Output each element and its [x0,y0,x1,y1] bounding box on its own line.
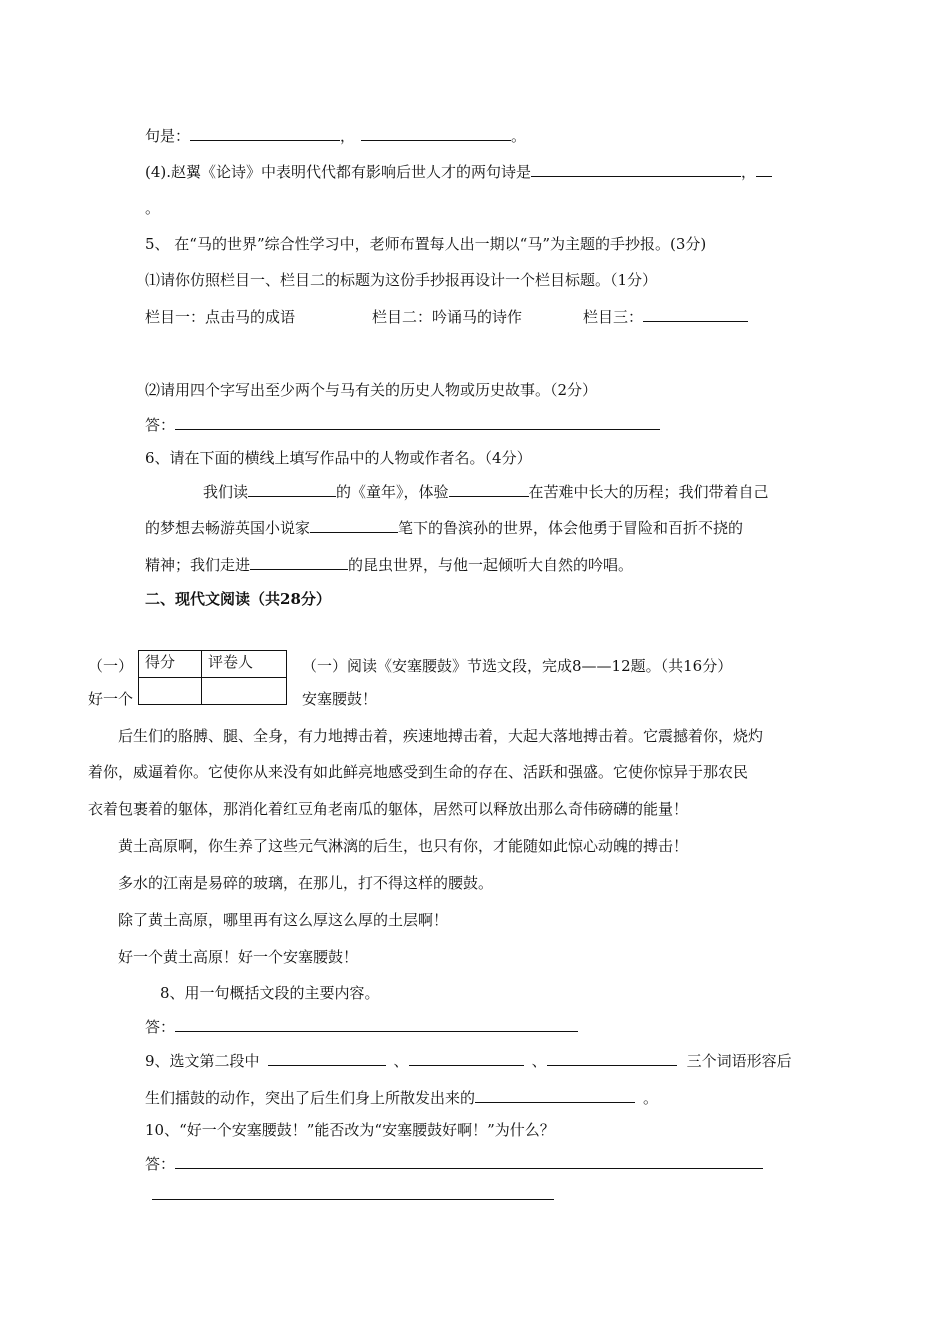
text: 。 [643,1089,659,1107]
answer-blank[interactable] [547,1051,677,1066]
passage-paragraph-4: 除了黄土高原，哪里再有这么厚这么厚的土层啊！ [118,911,449,929]
score-table [138,650,287,705]
answer-line-continued [152,1185,554,1205]
reading-instructions: （一）阅读《安塞腰鼓》节选文段，完成8——12题。（共16分） [302,657,733,675]
answer-blank[interactable] [152,1185,554,1200]
answer-line [145,1017,578,1037]
grader-cell[interactable] [202,678,287,705]
passage-paragraph-1: 后生们的胳膊、腿、全身，有力地搏击着，疾速地搏击着，大起大落地搏击着。它震撼着你，烧灼 [118,727,764,745]
answer-blank[interactable] [531,162,741,177]
question-6-line-2 [145,518,743,538]
answer-line [145,415,660,435]
answer-blank[interactable] [175,1154,763,1169]
text: 三个词语形容后 [686,1052,792,1070]
text: 、 [531,1052,547,1070]
answer-blank[interactable] [361,126,511,141]
question-5-1: ⑴请你仿照栏目一、栏目二的标题为这份手抄报再设计一个栏目标题。（1分） [145,271,658,289]
question-6: 6、请在下面的横线上填写作品中的人物或作者名。（4分） [145,449,532,467]
passage-paragraph-3: 多水的江南是易碎的玻璃，在那儿，打不得这样的腰鼓。 [118,874,494,892]
column-3-title [583,307,748,327]
text: 生们擂鼓的动作，突出了后生们身上所散发出来的 [145,1089,476,1107]
score-cell[interactable] [139,678,202,705]
answer-blank[interactable] [175,1017,578,1032]
answer-label: 答： [145,1155,176,1173]
text: 安塞腰鼓！ [302,690,378,708]
text: 。 [145,199,161,217]
part-label: （一） [88,657,134,675]
score-header: 得分 [139,651,202,678]
answer-blank[interactable] [409,1051,524,1066]
answer-blank[interactable] [449,482,529,497]
question-5-2: ⑵请用四个字写出至少两个与马有关的历史人物或历史故事。（2分） [145,381,598,399]
text: 精神；我们走进 [145,556,251,574]
column-2-title: 栏目二：吟诵马的诗作 [372,308,523,326]
answer-blank[interactable] [310,518,398,533]
question-9-line-2 [145,1088,658,1108]
answer-line [145,1154,763,1174]
question-10: 10、“好一个安塞腰鼓！”能否改为“安塞腰鼓好啊！”为什么？ [145,1121,555,1139]
text: ， [340,127,356,145]
question-4 [145,162,772,182]
line-poem-blank [145,126,526,146]
question-6-line-3 [145,555,633,575]
text: 在苦难中长大的历程；我们带着自己 [528,483,769,501]
answer-blank[interactable] [268,1051,386,1066]
answer-blank[interactable] [175,415,660,430]
question-8: 8、用一句概括文段的主要内容。 [160,984,380,1002]
text: ， [741,163,757,181]
passage-paragraph-5: 好一个黄土高原！好一个安塞腰鼓！ [118,948,359,966]
text: 好一个 [88,690,134,708]
question-5: 5、 在“马的世界”综合性学习中，老师布置每人出一期以“马”为主题的手抄报。(3分) [145,235,707,253]
answer-blank[interactable] [248,482,336,497]
text: 的昆虫世界，与他一起倾听大自然的吟唱。 [348,556,634,574]
answer-label: 答： [145,416,176,434]
text: 、 [393,1052,409,1070]
answer-blank[interactable] [250,555,348,570]
answer-blank[interactable] [643,307,748,322]
passage-paragraph-1: 衣着包裹着的躯体，那消化着红豆角老南瓜的躯体，居然可以释放出那么奇伟磅礴的能量！ [88,800,689,818]
question-9 [145,1051,792,1071]
text: 9、选文第二段中 [145,1052,260,1070]
answer-blank[interactable] [756,162,772,177]
section-2-title: 二、现代文阅读（共28分） [145,590,331,608]
question-6-line-1 [203,482,769,502]
answer-blank[interactable] [190,126,340,141]
text: 。 [511,127,527,145]
text: 的梦想去畅游英国小说家 [145,519,311,537]
passage-paragraph-2: 黄土高原啊，你生养了这些元气淋漓的后生，也只有你，才能随如此惊心动魄的搏击！ [118,837,689,855]
text: 句是： [145,127,191,145]
text: 笔下的鲁滨孙的世界，体会他勇于冒险和百折不挠的 [398,519,744,537]
text: (4).赵翼《论诗》中表明代代都有影响后世人才的两句诗是 [145,163,532,181]
passage-paragraph-1: 着你，威逼着你。它使你从来没有如此鲜亮地感受到生命的存在、活跃和强盛。它使你惊异于那农民 [88,763,749,781]
text: 我们读 [203,483,249,501]
answer-blank[interactable] [475,1088,635,1103]
grader-header: 评卷人 [202,651,287,678]
answer-label: 答： [145,1018,176,1036]
text: 栏目三： [583,308,644,326]
column-1-title: 栏目一：点击马的成语 [145,308,296,326]
text: 的《童年》，体验 [336,483,449,501]
